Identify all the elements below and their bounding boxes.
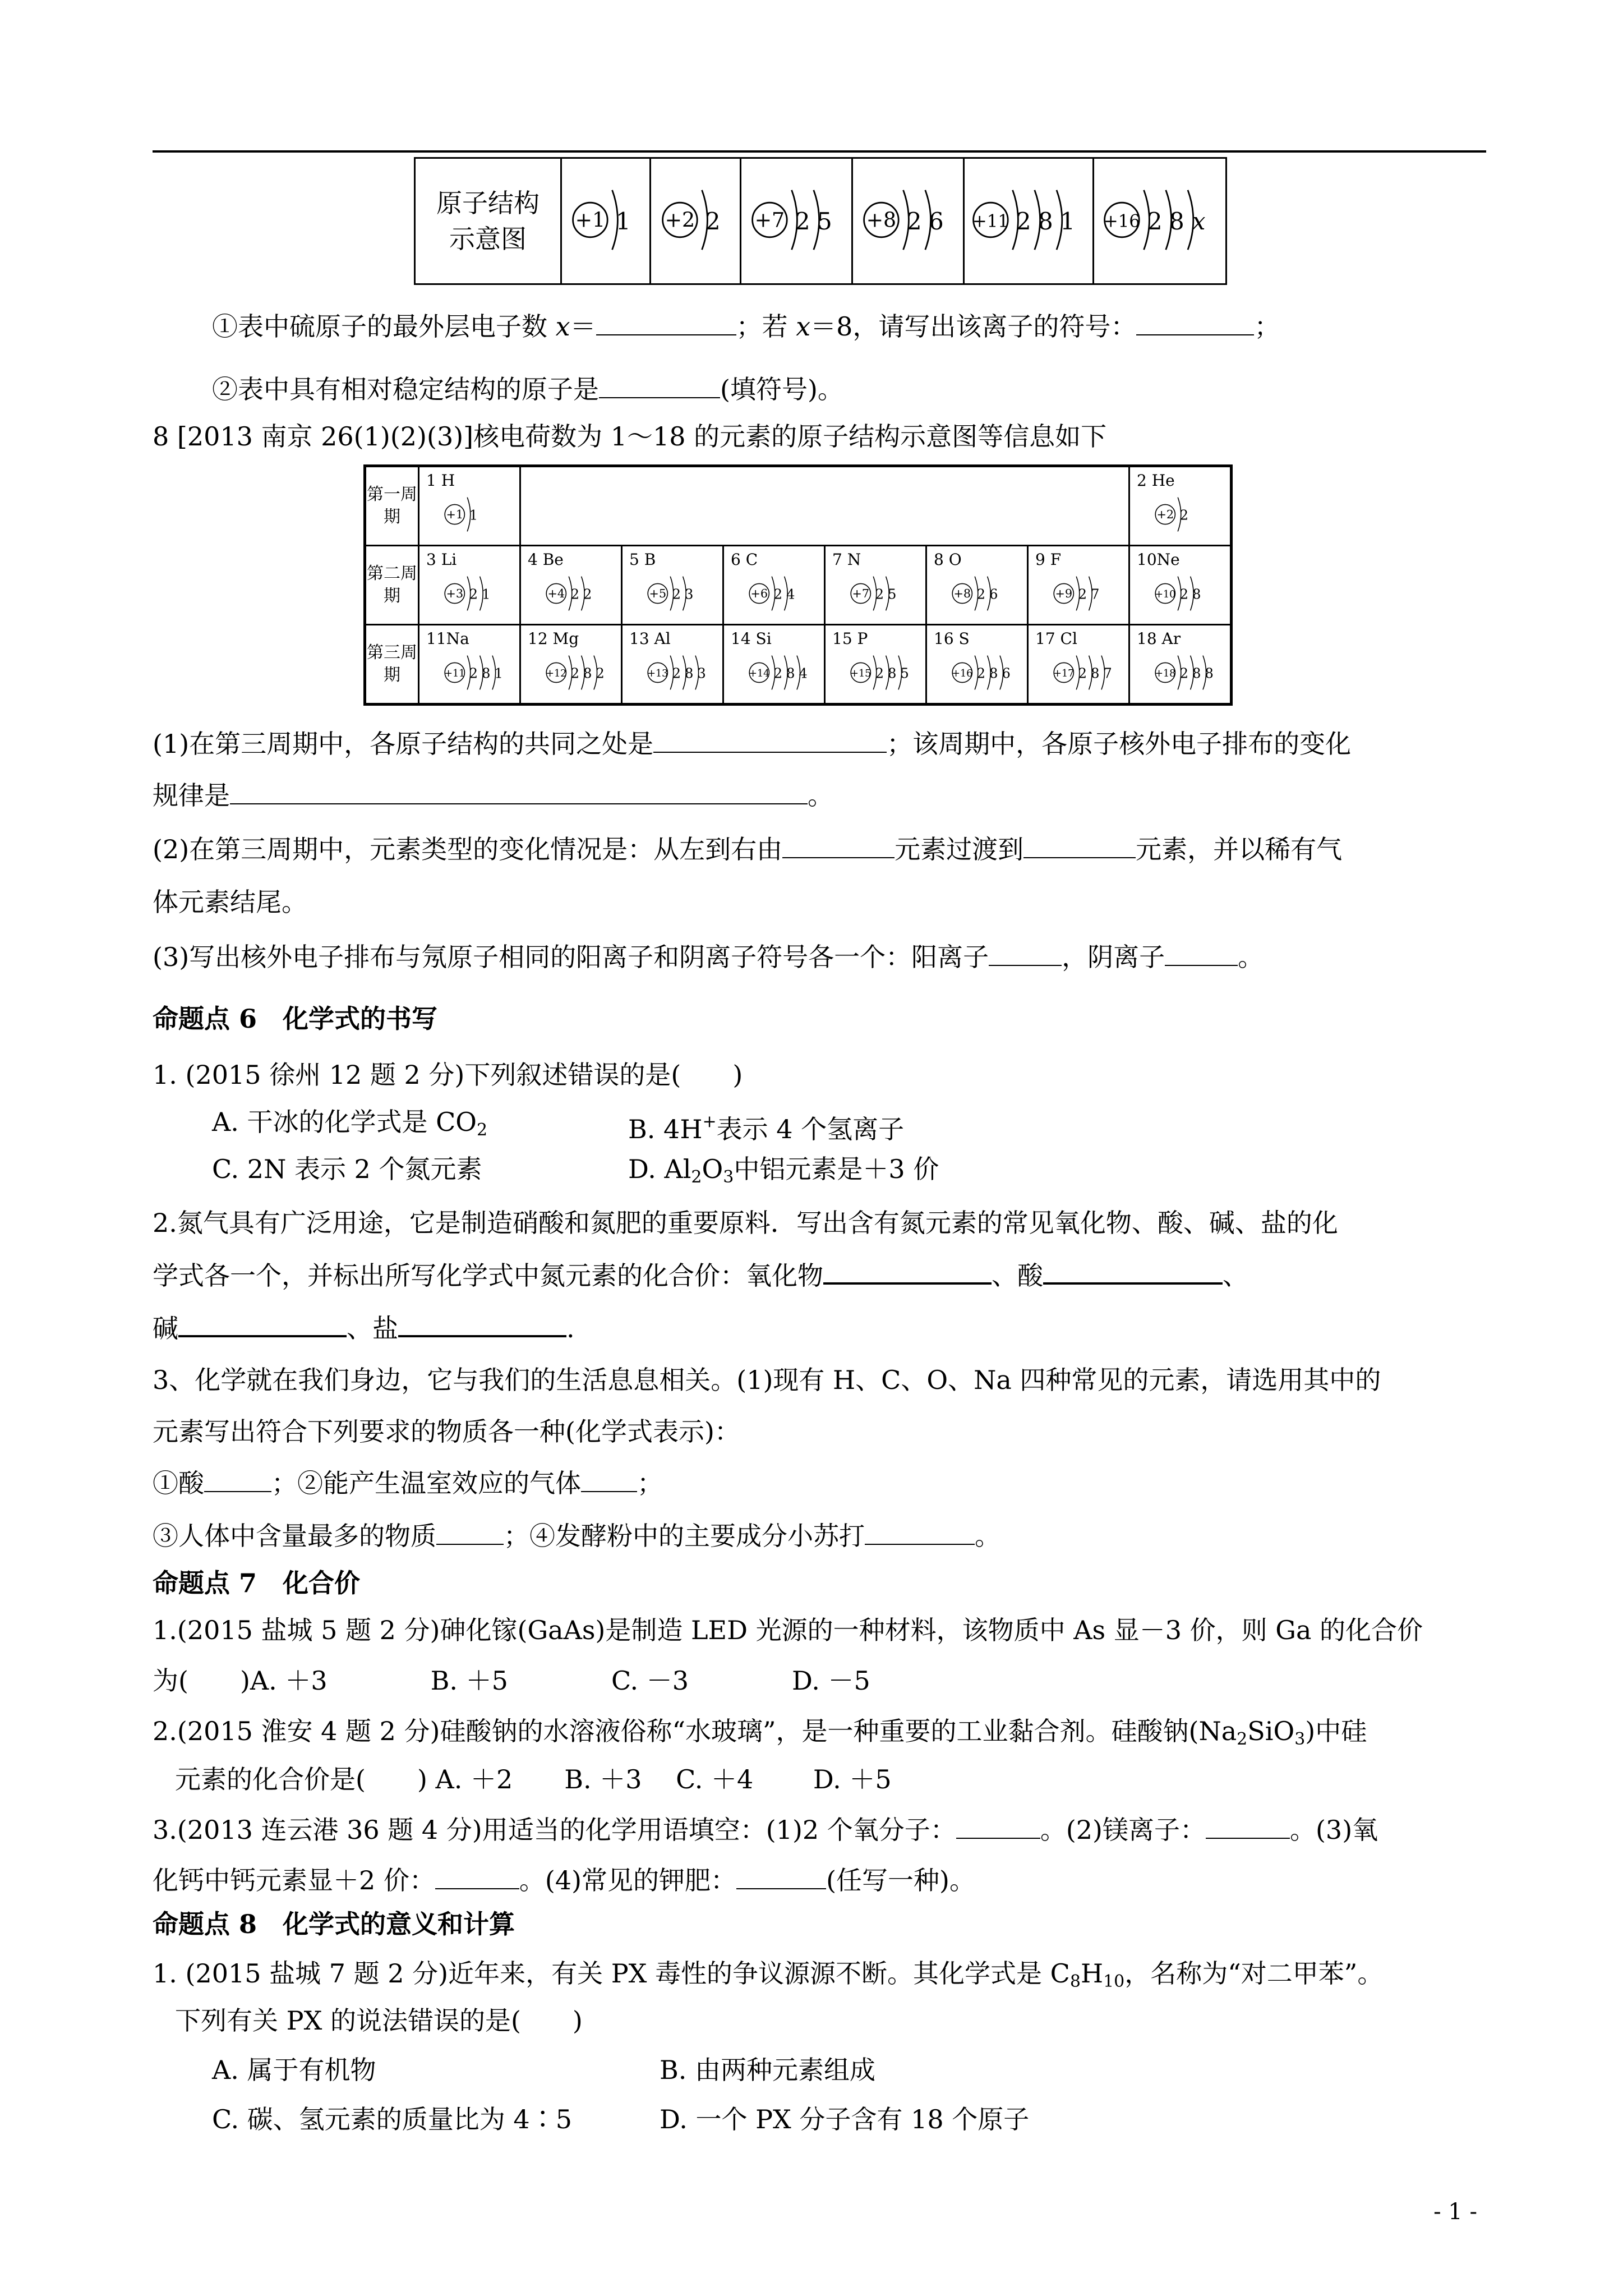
element-diagram <box>849 569 903 620</box>
shell-electron-count: x <box>1192 207 1206 235</box>
sec6-q1-option-d <box>628 1152 939 1194</box>
shell-electron-count: 8 <box>1192 665 1201 682</box>
nucleus-charge: +18 <box>1155 668 1176 680</box>
option-text: D. Al <box>628 1154 691 1184</box>
shell-electron-count: 1 <box>615 207 631 235</box>
answer-blank[interactable] <box>956 1813 1040 1839</box>
element-diagram <box>545 569 598 620</box>
q-text: 2.(2015 淮安 4 题 2 分)硅酸钠的水溶液俗称“水玻璃”，是一种重要的工业黏合剂。硅酸钠(Na <box>153 1716 1237 1746</box>
q7-text: ＝8，请写出该离子的符号： <box>810 311 1137 342</box>
q-text: ，名称为“对二甲苯”。 <box>1124 1958 1384 1989</box>
q-text: 化钙中钙元素显＋2 价： <box>153 1865 435 1895</box>
q7-text: ； <box>1254 311 1280 342</box>
q7-line1 <box>212 310 1280 343</box>
shell-electron-count: 8 <box>786 665 795 682</box>
atom-diagram <box>849 569 903 618</box>
nucleus-charge: +2 <box>1156 508 1174 522</box>
nucleus-charge: +7 <box>754 208 785 232</box>
q-text: 。(4)常见的钾肥： <box>519 1865 737 1895</box>
q7-text: ②表中具有相对稳定结构的原子是 <box>212 374 599 404</box>
nucleus-charge: +15 <box>850 668 872 680</box>
shell-electron-count: 2 <box>1016 207 1031 235</box>
answer-blank[interactable] <box>1165 940 1238 966</box>
shell-electron-count: 8 <box>1091 665 1100 682</box>
shell-electron-count: 6 <box>989 586 998 602</box>
element-label: 17 Cl <box>1035 629 1077 648</box>
shell-electron-count: 8 <box>482 665 491 682</box>
answer-blank[interactable] <box>178 1310 347 1337</box>
element-label: 9 F <box>1035 550 1062 569</box>
section-6-heading: 命题点 6 化学式的书写 <box>153 1004 438 1034</box>
q-text: ； <box>637 1468 663 1498</box>
element-diagram <box>748 648 814 700</box>
q-text: 。 <box>975 1521 1000 1551</box>
shell-electron-count: 2 <box>1179 507 1189 523</box>
atom-diagram <box>849 648 915 697</box>
nucleus-charge: +1 <box>575 208 605 232</box>
period-label: 第一周期 <box>365 466 419 546</box>
atom-diagram <box>570 177 642 263</box>
element-cell <box>926 625 1028 705</box>
atom-diagram <box>646 648 712 697</box>
superscript: + <box>702 1112 717 1131</box>
q8-text: 。 <box>808 780 833 811</box>
period-label: 第二周期 <box>365 546 419 625</box>
atom-diagram <box>545 569 598 618</box>
q7-text: (填符号)。 <box>720 374 843 404</box>
atom-diagram <box>861 177 955 263</box>
answer-blank[interactable] <box>1206 1813 1290 1839</box>
q-text: (任写一种)。 <box>826 1865 975 1895</box>
atom-diagram <box>1101 177 1218 263</box>
nucleus-charge: +10 <box>1155 589 1176 601</box>
answer-blank[interactable] <box>1136 310 1254 335</box>
atom-diagram <box>443 490 485 539</box>
element-diagram <box>443 648 509 700</box>
atom-diagram <box>443 648 509 697</box>
atom-diagram <box>545 648 611 697</box>
nucleus-charge: +4 <box>547 587 565 601</box>
shell-electron-count: 2 <box>773 665 783 682</box>
subscript: 10 <box>1103 1972 1125 1991</box>
shell-electron-count: 6 <box>1002 665 1011 682</box>
element-diagram <box>1154 490 1195 541</box>
q-text: ①酸 <box>153 1468 204 1498</box>
shell-electron-count: 8 <box>888 665 897 682</box>
answer-blank[interactable] <box>782 832 895 858</box>
q-text: 。(3)氧 <box>1289 1815 1378 1845</box>
element-diagram <box>443 569 497 620</box>
shell-electron-count: 6 <box>929 207 944 235</box>
atom-diagram <box>1154 490 1195 539</box>
q-text: 碱 <box>153 1313 178 1343</box>
q8-p1-line1 <box>153 727 1351 761</box>
element-cell <box>926 546 1028 625</box>
shell-electron-count: 2 <box>773 586 783 602</box>
sec8-q1-option-b: B. 由两种元素组成 <box>660 2055 876 2085</box>
shell-electron-count: 2 <box>1147 207 1163 235</box>
answer-blank[interactable] <box>581 1466 637 1492</box>
option-text: O <box>702 1154 723 1184</box>
element-cell <box>723 546 825 625</box>
shell-electron-count: 2 <box>1179 586 1189 602</box>
shell-electron-count: 8 <box>1038 207 1054 235</box>
q8-p2-line1 <box>153 832 1342 866</box>
sec6-q3-line2: 元素写出符合下列要求的物质各一种(化学式表示)： <box>153 1416 740 1447</box>
q-text: 学式各一个，并标出所写化学式中氮元素的化合价：氧化物 <box>153 1260 823 1291</box>
element-cell <box>520 546 622 625</box>
shell-electron-count: 8 <box>583 665 592 682</box>
answer-blank[interactable] <box>204 1466 271 1492</box>
shell-electron-count: 1 <box>482 586 491 602</box>
sec7-q2-line2: 元素的化合价是( ) A. ＋2 B. ＋3 C. ＋4 D. ＋5 <box>175 1764 892 1795</box>
atom-diagram <box>970 177 1086 263</box>
atom-diagram <box>951 569 1004 618</box>
element-label: 14 Si <box>731 629 772 648</box>
shell-electron-count: 2 <box>875 586 884 602</box>
nucleus-charge: +12 <box>546 668 567 680</box>
shell-electron-count: 7 <box>1103 665 1112 682</box>
element-label: 13 Al <box>629 629 671 648</box>
atom-diagram <box>748 569 801 618</box>
atom-cell <box>852 158 964 284</box>
q-text: 、盐 <box>347 1313 398 1343</box>
answer-blank[interactable] <box>230 779 808 804</box>
section-8-heading: 命题点 8 化学式的意义和计算 <box>153 1909 515 1939</box>
q8-text: 元素，并以稀有气 <box>1136 834 1343 864</box>
q-text: SiO <box>1247 1716 1295 1746</box>
q8-text: 规律是 <box>153 780 230 811</box>
periodic-table <box>363 464 1233 706</box>
element-diagram <box>545 648 611 700</box>
sec8-q1-option-d: D. 一个 PX 分子含有 18 个原子 <box>660 2104 1030 2134</box>
q-text: ；④发酵粉中的主要成分小苏打 <box>504 1521 865 1551</box>
element-cell <box>1028 546 1129 625</box>
atom-cell <box>561 158 651 284</box>
atom-cell <box>1094 158 1227 284</box>
nucleus-charge: +16 <box>952 668 973 680</box>
shell-electron-count: 2 <box>469 665 478 682</box>
sec8-q1-line1 <box>153 1957 1383 1999</box>
answer-blank[interactable] <box>436 1519 504 1545</box>
subscript: 8 <box>1069 1972 1081 1991</box>
q7-line2 <box>212 372 843 406</box>
option-text: 中铝元素是＋3 价 <box>734 1154 939 1184</box>
shell-electron-count: 2 <box>1078 665 1087 682</box>
sec7-q3-line2 <box>153 1864 975 1897</box>
element-diagram <box>748 569 801 620</box>
shell-electron-count: 7 <box>1091 586 1100 602</box>
shell-electron-count: 8 <box>989 665 998 682</box>
shell-electron-count: 2 <box>672 665 681 682</box>
q8-text: 。 <box>1238 942 1264 972</box>
q7-text: ；若 <box>736 311 796 342</box>
q8-text: ，阴离子 <box>1062 942 1165 972</box>
element-label: 1 H <box>426 471 455 490</box>
sec6-q1: 1. (2015 徐州 12 题 2 分)下列叙述错误的是( ) <box>153 1060 743 1090</box>
top-rule <box>153 150 1486 153</box>
element-diagram <box>1052 569 1106 620</box>
atom-cell <box>651 158 741 284</box>
element-diagram <box>443 490 485 541</box>
shell-electron-count: 3 <box>685 586 694 602</box>
answer-blank[interactable] <box>1023 832 1136 858</box>
q8-text: ；该周期中，各原子核外电子排布的变化 <box>887 729 1352 759</box>
q8-text: (1)在第三周期中，各原子结构的共同之处是 <box>153 729 654 759</box>
atom-diagram <box>1052 648 1118 697</box>
sec8-q1-option-c: C. 碳、氢元素的质量比为 4∶5 <box>212 2104 572 2134</box>
q8-p2-line2: 体元素结尾。 <box>153 887 307 917</box>
subscript: 3 <box>1294 1729 1306 1749</box>
answer-blank[interactable] <box>398 1310 566 1337</box>
nucleus-charge: +7 <box>852 587 870 601</box>
nucleus-charge: +16 <box>1104 211 1141 232</box>
q-text: ；②能产生温室效应的气体 <box>271 1468 581 1498</box>
table-header-line1: 原子结构 <box>436 188 540 218</box>
answer-blank[interactable] <box>653 727 887 753</box>
q8-text: (2)在第三周期中，元素类型的变化情况是：从左到右由 <box>153 834 783 864</box>
element-label: 4 Be <box>528 550 564 569</box>
q-text: 3.(2013 连云港 36 题 4 分)用适当的化学用语填空：(1)2 个氧分子： <box>153 1815 956 1845</box>
element-label: 3 Li <box>426 550 457 569</box>
element-cell <box>825 625 926 705</box>
q-text: 、酸 <box>992 1260 1043 1291</box>
shell-electron-count: 2 <box>976 665 986 682</box>
element-diagram <box>1052 648 1118 700</box>
element-label: 8 O <box>934 550 962 569</box>
q-text: 、 <box>1223 1260 1248 1291</box>
q8-p3 <box>153 940 1264 974</box>
sec6-q2-line2 <box>153 1258 1248 1292</box>
nucleus-charge: +11 <box>444 668 465 680</box>
shell-electron-count: 2 <box>570 586 580 602</box>
answer-blank[interactable] <box>435 1864 519 1889</box>
shell-electron-count: 2 <box>469 586 478 602</box>
answer-blank[interactable] <box>596 310 736 335</box>
shell-electron-count: 2 <box>875 665 884 682</box>
element-diagram <box>1154 569 1207 620</box>
element-cell <box>520 625 622 705</box>
option-text: 表示 4 个氢离子 <box>716 1114 905 1144</box>
shell-electron-count: 1 <box>494 665 503 682</box>
atom-diagram <box>660 177 732 263</box>
atom-diagram <box>1154 648 1220 697</box>
answer-blank[interactable] <box>1043 1258 1223 1285</box>
table-header-cell <box>415 158 561 284</box>
element-label: 2 He <box>1137 471 1175 490</box>
subscript: 3 <box>723 1167 734 1187</box>
shell-electron-count: 2 <box>570 665 580 682</box>
option-text: B. 4H <box>628 1114 703 1144</box>
element-cell <box>825 546 926 625</box>
shell-electron-count: 2 <box>596 665 605 682</box>
sec7-q3-line1 <box>153 1813 1378 1847</box>
sec6-q1-option-a <box>212 1105 487 1147</box>
q-text: )中硅 <box>1305 1716 1367 1746</box>
q-text: 。(2)镁离子： <box>1040 1815 1206 1845</box>
nucleus-charge: +8 <box>953 587 971 601</box>
atom-diagram <box>748 648 814 697</box>
shell-electron-count: 5 <box>900 665 909 682</box>
element-cell <box>723 625 825 705</box>
element-cell <box>1129 546 1232 625</box>
subscript: 2 <box>691 1167 702 1187</box>
element-cell <box>622 546 723 625</box>
nucleus-charge: +9 <box>1055 587 1073 601</box>
shell-electron-count: 2 <box>583 586 592 602</box>
q8-text: (3)写出核外电子排布与氖原子相同的阳离子和阴离子符号各一个：阳离子 <box>153 942 989 972</box>
atom-diagram <box>1052 569 1106 618</box>
sec6-q2-line1: 2.氮气具有广泛用途，它是制造硝酸和氮肥的重要原料．写出含有氮元素的常见氧化物、酸、碱、盐的化 <box>153 1208 1338 1238</box>
nucleus-charge: +13 <box>647 668 668 680</box>
q-text: ③人体中含量最多的物质 <box>153 1521 436 1551</box>
table-header-line2: 示意图 <box>449 224 527 254</box>
q8-text: 元素过渡到 <box>895 834 1024 864</box>
atom-cell <box>741 158 852 284</box>
element-label: 12 Mg <box>528 629 579 648</box>
sec6-q3-line1: 3、化学就在我们身边，它与我们的生活息息相关。(1)现有 H、C、O、Na 四种常见的元素，请选用其中的 <box>153 1365 1381 1395</box>
element-label: 10Ne <box>1137 550 1180 569</box>
shell-electron-count: 1 <box>1060 207 1076 235</box>
atom-diagram <box>749 177 843 263</box>
q8-p1-line2 <box>153 779 833 812</box>
answer-blank[interactable] <box>989 940 1062 966</box>
page-number: - 1 - <box>1433 2199 1477 2225</box>
q-text: . <box>566 1313 575 1343</box>
shell-electron-count: 4 <box>786 586 795 602</box>
answer-blank[interactable] <box>865 1519 975 1545</box>
shell-electron-count: 8 <box>1169 207 1185 235</box>
q7-text: ＝ <box>570 311 596 342</box>
nucleus-charge: +11 <box>972 211 1009 232</box>
shell-electron-count: 5 <box>888 586 897 602</box>
sec6-q3-line3 <box>153 1466 663 1500</box>
section-7-heading: 命题点 7 化合价 <box>153 1568 361 1598</box>
nucleus-charge: +3 <box>446 587 464 601</box>
sec7-q1-line1: 1.(2015 盐城 5 题 2 分)砷化镓(GaAs)是制造 LED 光源的一种材料，该物质中 As 显－3 价，则 Ga 的化合价 <box>153 1615 1423 1645</box>
element-diagram <box>951 648 1017 700</box>
element-cell <box>1129 466 1232 546</box>
atom-cell <box>964 158 1094 284</box>
shell-electron-count: 4 <box>799 665 808 682</box>
shell-electron-count: 2 <box>1078 586 1087 602</box>
element-label: 11Na <box>426 629 469 648</box>
element-label: 5 B <box>629 550 656 569</box>
nucleus-charge: +6 <box>750 587 768 601</box>
element-label: 15 P <box>832 629 868 648</box>
shell-electron-count: 2 <box>795 207 810 235</box>
atom-diagram <box>1154 569 1207 618</box>
shell-electron-count: 3 <box>697 665 706 682</box>
shell-electron-count: 2 <box>672 586 681 602</box>
shell-electron-count: 8 <box>1205 665 1214 682</box>
sec7-q2-line1 <box>153 1714 1367 1756</box>
atom-diagram <box>443 569 497 618</box>
element-label: 18 Ar <box>1137 629 1181 648</box>
element-diagram <box>849 648 915 700</box>
nucleus-charge: +17 <box>1053 668 1075 680</box>
element-cell <box>1028 625 1129 705</box>
answer-blank[interactable] <box>599 372 720 398</box>
element-diagram <box>1154 648 1220 700</box>
element-cell <box>1129 625 1232 705</box>
element-diagram <box>951 569 1004 620</box>
sec8-q1-line2: 下列有关 PX 的说法错误的是( ) <box>175 2005 583 2036</box>
nucleus-charge: +2 <box>665 208 695 232</box>
atom-diagram <box>951 648 1017 697</box>
shell-electron-count: 1 <box>469 507 478 523</box>
shell-electron-count: 8 <box>685 665 694 682</box>
sec7-q1-line2: 为( )A. ＋3 B. ＋5 C. －3 D. －5 <box>153 1665 870 1696</box>
shell-electron-count: 2 <box>976 586 986 602</box>
sec8-q1-option-a: A. 属于有机物 <box>212 2055 376 2085</box>
answer-blank[interactable] <box>736 1864 826 1889</box>
empty-region <box>520 466 1129 546</box>
sec6-q1-option-c: C. 2N 表示 2 个氮元素 <box>212 1154 482 1184</box>
nucleus-charge: +14 <box>749 668 770 680</box>
nucleus-charge: +8 <box>866 208 897 232</box>
element-label: 16 S <box>934 629 970 648</box>
option-text: A. 干冰的化学式是 CO <box>212 1107 477 1137</box>
element-diagram <box>646 648 712 700</box>
atom-diagram <box>646 569 700 618</box>
sec6-q1-option-b <box>628 1105 904 1146</box>
element-cell <box>419 546 520 625</box>
subscript: 2 <box>1237 1729 1248 1749</box>
sec6-q3-line4 <box>153 1519 1000 1553</box>
q-text: 1. (2015 盐城 7 题 2 分)近年来，有关 PX 毒性的争议源源不断。其化学式是 C <box>153 1958 1070 1989</box>
shell-electron-count: 2 <box>1179 665 1189 682</box>
element-label: 7 N <box>832 550 861 569</box>
answer-blank[interactable] <box>823 1258 992 1285</box>
q7-var: x <box>555 311 570 342</box>
element-cell <box>419 466 520 546</box>
q8-title: 8 [2013 南京 26(1)(2)(3)]核电荷数为 1～18 的元素的原子结构示意图等信息如下 <box>153 421 1107 452</box>
subscript: 2 <box>477 1120 488 1140</box>
q-text: H <box>1080 1958 1104 1989</box>
element-cell <box>622 625 723 705</box>
atomic-structure-table <box>414 157 1227 285</box>
sec6-q2-line3 <box>153 1310 575 1345</box>
shell-electron-count: 8 <box>1192 586 1201 602</box>
q7-text: ①表中硫原子的最外层电子数 <box>212 311 556 342</box>
element-label: 6 C <box>731 550 758 569</box>
shell-electron-count: 2 <box>705 207 721 235</box>
shell-electron-count: 5 <box>817 207 832 235</box>
shell-electron-count: 2 <box>906 207 922 235</box>
nucleus-charge: +1 <box>446 508 464 522</box>
element-diagram <box>646 569 700 620</box>
nucleus-charge: +5 <box>649 587 667 601</box>
q7-var: x <box>796 311 811 342</box>
element-cell <box>419 625 520 705</box>
period-label: 第三周期 <box>365 625 419 705</box>
